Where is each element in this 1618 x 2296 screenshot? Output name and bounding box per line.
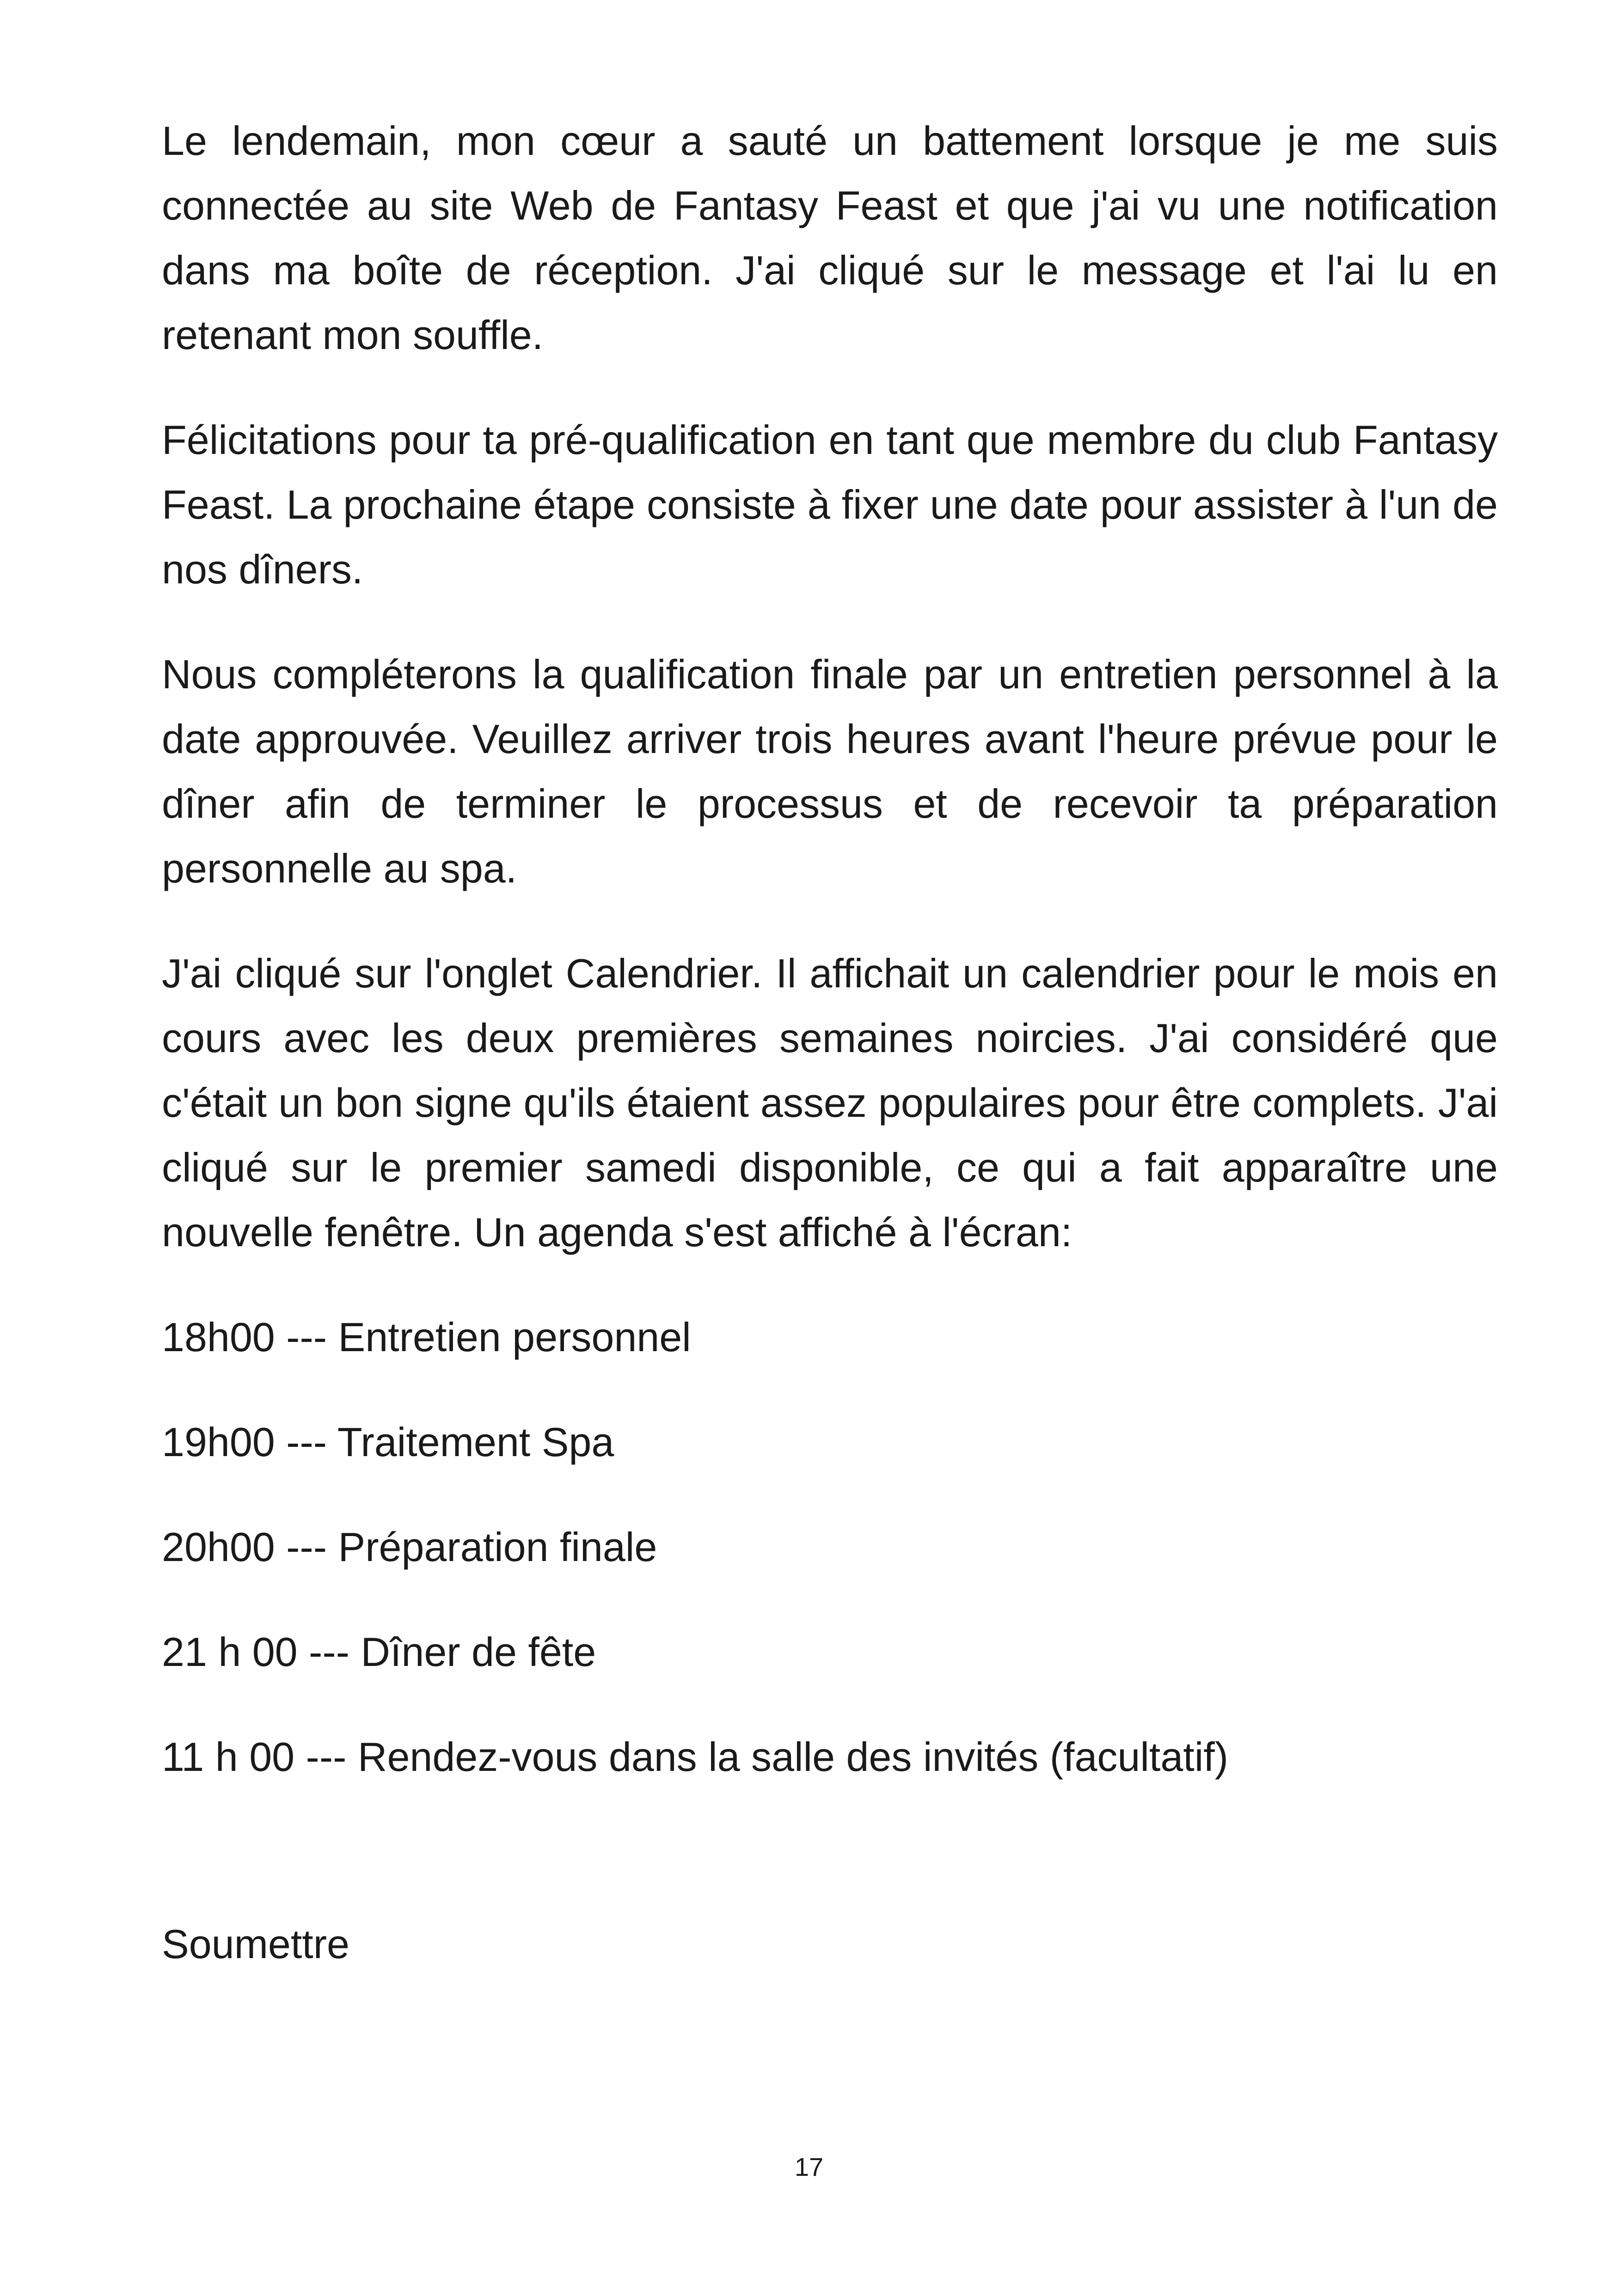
- paragraph-calendar: J'ai cliqué sur l'onglet Calendrier. Il affichait un calendrier pour le mois en cours avec les deux premières semaines noircies. J'ai considéré que c'était un bon signe qu'ils étaient assez populaires pour être complets. J'ai cliqué sur le premier samedi disponible, ce qui a fait apparaître une nouvelle fenêtre. Un agenda s'est affiché à l'écran:: [162, 950, 1498, 1255]
- submit-button[interactable]: Soumettre: [162, 1912, 349, 1977]
- page-content: [162, 109, 1498, 1830]
- agenda-list: [162, 1305, 1498, 1789]
- agenda-item-interview: 18h00 --- Entretien personnel: [162, 1314, 691, 1360]
- page-number: 17: [794, 2152, 824, 2181]
- paragraph-notification: Le lendemain, mon cœur a sauté un battement lorsque je me suis connectée au site Web de Fantasy Feast et que j'ai vu une notification dans ma boîte de réception. J'ai cliqué sur le message et l'ai lu en retenant mon souffle.: [162, 118, 1498, 358]
- agenda-item-spa: 19h00 --- Traitement Spa: [162, 1419, 614, 1465]
- agenda-item-dinner: 21 h 00 --- Dîner de fête: [162, 1629, 596, 1675]
- paragraph-qualification: Nous compléterons la qualification finale par un entretien personnel à la date approuvée. Veuillez arriver trois heures avant l'heure prévue pour le dîner afin de terminer le processus et de recevoir ta préparation personnelle au spa.: [162, 651, 1498, 891]
- paragraph-congratulations: Félicitations pour ta pré-qualification en tant que membre du club Fantasy Feast. La prochaine étape consiste à fixer une date pour assister à l'un de nos dîners.: [162, 417, 1498, 592]
- agenda-item-preparation: 20h00 --- Préparation finale: [162, 1524, 657, 1570]
- agenda-item-guest-room: 11 h 00 --- Rendez-vous dans la salle des invités (facultatif): [162, 1734, 1229, 1780]
